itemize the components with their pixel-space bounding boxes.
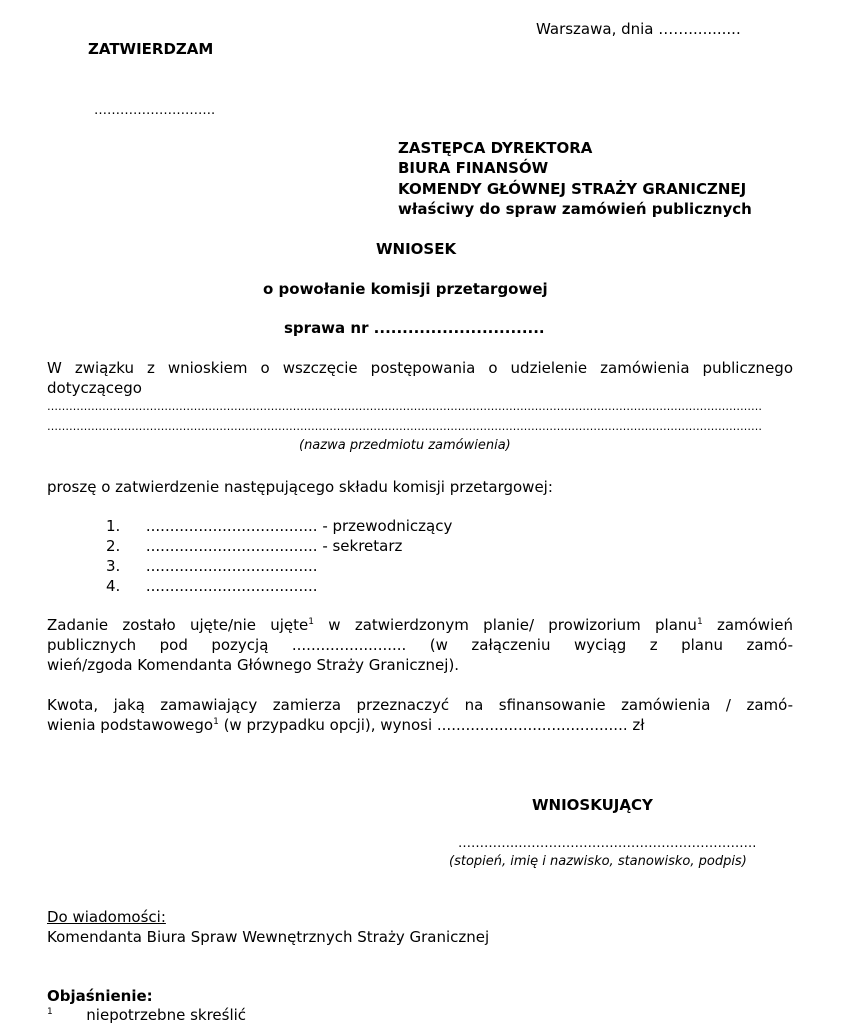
case-number: sprawa nr ..............................	[284, 319, 545, 337]
member-dots: ....................................	[145, 517, 318, 535]
place-date: Warszawa, dnia ……...........	[536, 20, 741, 38]
role-line-2: BIURA FINANSÓW	[398, 159, 549, 177]
member-item	[106, 577, 318, 595]
approve-heading: ZATWIERDZAM	[88, 40, 214, 58]
role-line-4: właściwy do spraw zamówień publicznych	[398, 200, 752, 218]
amount-line-1: Kwota, jaką zamawiający zamierza przeznaczyć na sfinansowanie zamówienia / zamó-	[47, 696, 793, 714]
member-number: 1.	[106, 517, 121, 535]
request-text: proszę o zatwierdzenie następującego składu komisji przetargowej:	[47, 478, 553, 496]
member-item	[106, 537, 402, 555]
intro-line-2: dotyczącego	[47, 379, 142, 397]
task-text: zamówień	[716, 616, 793, 634]
role-line-3: KOMENDY GŁÓWNEJ STRAŻY GRANICZNEJ	[398, 180, 747, 198]
task-line-3: wień/zgoda Komendanta Głównego Straży Granicznej).	[47, 656, 460, 674]
applicant-heading: WNIOSKUJĄCY	[532, 796, 653, 814]
note-item	[47, 1006, 246, 1024]
document-subtitle: o powołanie komisji przetargowej	[263, 280, 548, 298]
member-role: - sekretarz	[322, 537, 403, 555]
amount-text: (w przypadku opcji), wynosi ........................................ zł	[223, 716, 645, 734]
amount-line-2	[47, 716, 645, 734]
approve-signature-line: ……………………….	[94, 103, 216, 118]
footnote-ref: 1	[308, 617, 314, 627]
task-line-1	[47, 616, 793, 634]
member-number: 2.	[106, 537, 121, 555]
applicant-caption: (stopień, imię i nazwisko, stanowisko, podpis)	[449, 854, 747, 869]
member-item	[106, 517, 452, 535]
member-role: - przewodniczący	[322, 517, 453, 535]
document-title: WNIOSEK	[376, 240, 457, 258]
intro-line-1: W związku z wnioskiem o wszczęcie postępowania o udzielenie zamówienia publicznego	[47, 359, 793, 377]
amount-text: wienia podstawowego	[47, 716, 214, 734]
member-dots: ....................................	[145, 577, 318, 595]
applicant-signature-line: …………..……………………………………………….	[458, 836, 757, 851]
subject-caption: (nazwa przedmiotu zamówienia)	[299, 438, 511, 453]
cc-recipient: Komendanta Biura Spraw Wewnętrznych Straży Granicznej	[47, 928, 490, 946]
subject-dots-line-2: ……………………………………………………………………………………………………………………………………………………………………………	[47, 420, 762, 433]
task-line-2: publicznych pod pozycją ........................ (w załączeniu wyciąg z planu zamó-	[47, 636, 793, 654]
notes-heading: Objaśnienie:	[47, 987, 153, 1005]
member-number: 3.	[106, 557, 121, 575]
member-dots: ....................................	[145, 557, 318, 575]
note-number: 1	[47, 1007, 53, 1017]
member-item	[106, 557, 318, 575]
member-dots: ....................................	[145, 537, 318, 555]
footnote-ref: 1	[696, 617, 703, 627]
task-text: w zatwierdzonym planie/ prowizorium planu	[328, 616, 697, 634]
cc-heading: Do wiadomości:	[47, 908, 166, 926]
note-text: niepotrzebne skreślić	[86, 1006, 247, 1024]
role-line-1: ZASTĘPCA DYREKTORA	[398, 139, 593, 157]
task-text: Zadanie zostało ujęte/nie ujęte	[47, 616, 309, 634]
member-number: 4.	[106, 577, 121, 595]
subject-dots-line-1: ……………………………………………………………………………………………………………………………………………………………………………	[47, 400, 762, 413]
footnote-ref: 1	[213, 717, 219, 727]
